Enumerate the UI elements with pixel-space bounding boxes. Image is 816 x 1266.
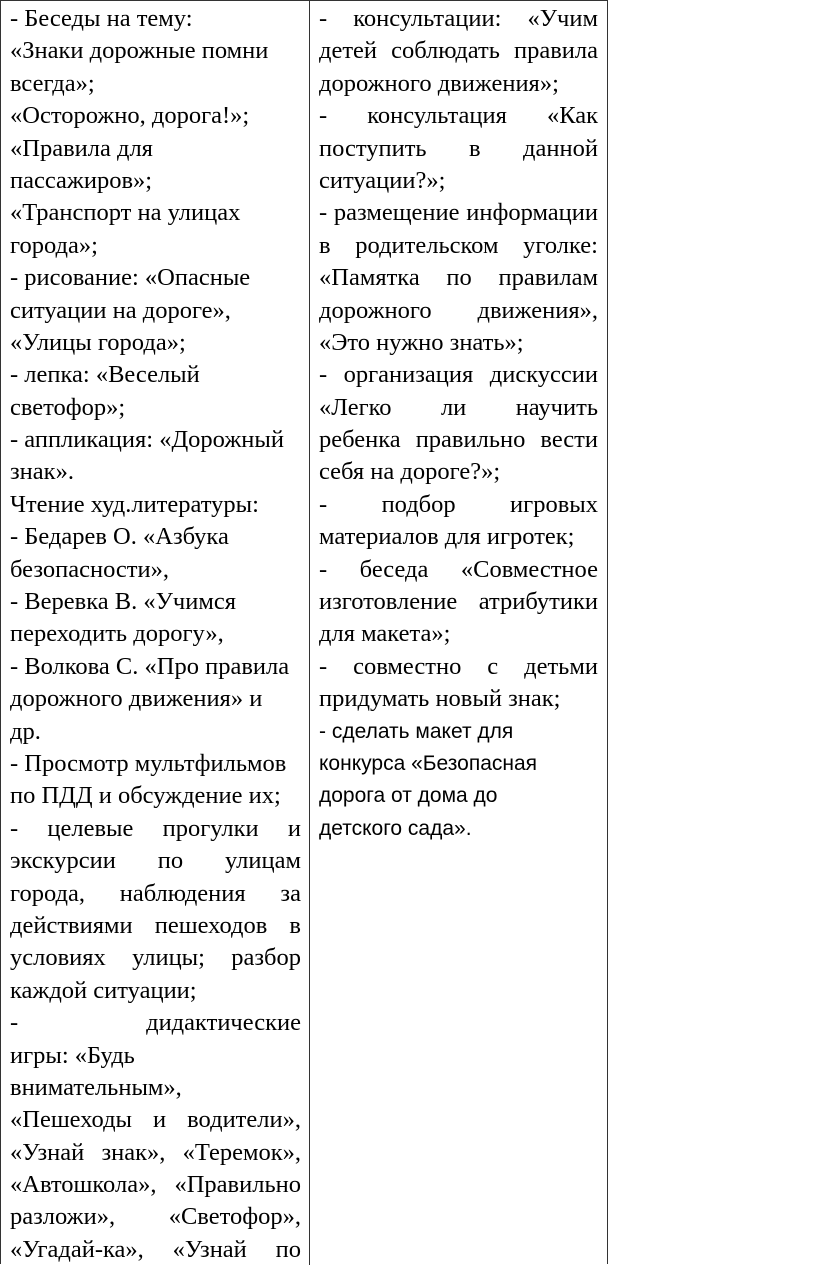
text-line: «Улицы города»; xyxy=(10,328,186,356)
text-line: детского сада». xyxy=(319,816,472,840)
text-line: «Знаки дорожные помни xyxy=(10,37,269,65)
word: и xyxy=(153,1106,167,1134)
word: «Узнай xyxy=(10,1138,85,1166)
text-line: для макета»; xyxy=(319,620,451,648)
word: уголке: xyxy=(523,231,598,259)
justified-text-line xyxy=(10,1007,301,1039)
word: целевые xyxy=(47,814,134,842)
word: - xyxy=(319,361,328,389)
word: - xyxy=(319,102,328,130)
justified-text-line xyxy=(319,230,598,262)
text-line: придумать новый знак; xyxy=(319,685,561,713)
word: родительском xyxy=(355,231,499,259)
word: ребенка xyxy=(319,426,401,454)
text-line: каждой ситуации; xyxy=(10,976,197,1004)
text-line: дорожного движения»; xyxy=(319,69,559,97)
word: в xyxy=(319,231,331,259)
text-line: переходить дорогу», xyxy=(10,620,224,648)
text-line: по ПДД и обсуждение их; xyxy=(10,782,281,810)
text-line: - Просмотр мультфильмов xyxy=(10,749,287,777)
word: в xyxy=(289,911,301,939)
word: «Теремок», xyxy=(182,1138,301,1166)
justified-text-line xyxy=(319,100,598,132)
text-line: «Транспорт на улицах xyxy=(10,199,241,227)
word: и xyxy=(287,814,301,842)
word: «Совместное xyxy=(460,555,598,583)
justified-text-line xyxy=(319,35,598,67)
justified-text-line xyxy=(319,489,598,521)
justified-text-line xyxy=(319,586,598,618)
text-line: ситуации на дороге», xyxy=(10,296,231,324)
justified-text-line xyxy=(319,262,598,294)
text-line: - рисование: «Опасные xyxy=(10,264,251,292)
column-divider xyxy=(309,1,310,1265)
text-line: безопасности», xyxy=(10,555,169,583)
word: беседа xyxy=(359,555,429,583)
text-line: - Бедарев О. «Азбука xyxy=(10,523,229,551)
word: - xyxy=(319,652,328,680)
word: соблюдать xyxy=(391,37,500,65)
word: по xyxy=(157,847,184,875)
justified-text-line xyxy=(319,392,598,424)
word: «Светофор», xyxy=(168,1203,301,1231)
text-line: - Волкова С. «Про правила xyxy=(10,652,290,680)
text-line: - сделать макет для xyxy=(319,719,514,743)
word: игровых xyxy=(510,490,598,518)
justified-text-line xyxy=(10,845,301,877)
word: «Пешеходы xyxy=(10,1106,133,1134)
word: дискуссии xyxy=(489,361,598,389)
word: по xyxy=(275,1235,301,1263)
word: правильно xyxy=(415,426,526,454)
justified-text-line xyxy=(10,813,301,845)
word: разбор xyxy=(231,944,301,972)
text-line: - Беседы на тему: xyxy=(10,5,193,32)
text-line: конкурса «Безопасная xyxy=(319,751,538,775)
word: в xyxy=(469,134,481,162)
word: «Учим xyxy=(527,5,598,32)
justified-text-line xyxy=(319,197,598,229)
word: экскурсии xyxy=(10,847,116,875)
word: города, xyxy=(10,879,85,907)
word: правилам xyxy=(498,264,598,292)
text-line: всегда»; xyxy=(10,69,95,97)
word: пешеходов xyxy=(154,911,268,939)
justified-text-line xyxy=(10,1137,301,1169)
word: - xyxy=(10,814,19,842)
word: размещение xyxy=(333,199,460,227)
text-line: внимательным», xyxy=(10,1073,182,1101)
justified-text-line xyxy=(10,878,301,910)
word: научить xyxy=(515,393,598,421)
text-line: города»; xyxy=(10,231,98,259)
text-line: - лепка: «Веселый xyxy=(10,361,200,389)
word: поступить xyxy=(319,134,427,162)
text-line: «Осторожно, дорога!»; xyxy=(10,102,250,130)
word: «Автошкола», xyxy=(10,1171,157,1199)
word: ли xyxy=(440,393,467,421)
word: действиями xyxy=(10,911,133,939)
text-line: дорога от дома до xyxy=(319,784,498,808)
word: подбор xyxy=(381,490,456,518)
justified-text-line xyxy=(10,1104,301,1136)
justified-text-line xyxy=(10,942,301,974)
word: информации xyxy=(466,199,598,227)
word: вести xyxy=(540,426,598,454)
word: знак», xyxy=(101,1138,166,1166)
text-line: ситуации?»; xyxy=(319,166,446,194)
word: водители», xyxy=(187,1106,301,1134)
word: дорожного xyxy=(319,296,432,324)
justified-text-line xyxy=(319,133,598,165)
text-line: Чтение худ.литературы: xyxy=(10,490,259,518)
word: детьми xyxy=(524,652,598,680)
justified-text-line xyxy=(319,554,598,586)
justified-text-line xyxy=(319,359,598,391)
justified-text-line xyxy=(10,910,301,942)
text-line: «Правила для xyxy=(10,134,153,162)
text-line: себя на дороге?»; xyxy=(319,458,501,486)
word: дидактические xyxy=(146,1009,301,1037)
text-line: - аппликация: «Дорожный xyxy=(10,426,284,454)
word: по xyxy=(446,264,472,292)
text-line: «Это нужно знать»; xyxy=(319,328,524,356)
justified-text-line xyxy=(319,424,598,456)
word: - xyxy=(319,5,328,32)
word: улицы; xyxy=(132,944,205,972)
justified-text-line xyxy=(10,1169,301,1201)
word: улицам xyxy=(224,847,301,875)
word: атрибутики xyxy=(478,588,598,616)
word: «Памятка xyxy=(319,264,420,292)
justified-text-line xyxy=(10,1234,301,1266)
word: с xyxy=(487,652,499,680)
word: прогулки xyxy=(162,814,259,842)
word: - xyxy=(319,490,328,518)
word: изготовление xyxy=(319,588,458,616)
word: движения», xyxy=(477,296,598,324)
text-line: дорожного движения» и xyxy=(10,685,263,713)
word: - xyxy=(319,199,328,227)
word: «Как xyxy=(546,102,598,130)
justified-text-line xyxy=(319,651,598,683)
text-line: пассажиров»; xyxy=(10,166,153,194)
text-line: игры: «Будь xyxy=(10,1041,135,1069)
text-line: светофор»; xyxy=(10,393,126,421)
word: разложи», xyxy=(10,1203,116,1231)
left-cell-children-activities xyxy=(10,3,301,1266)
word: за xyxy=(280,879,301,907)
justified-text-line xyxy=(10,1201,301,1233)
justified-text-line xyxy=(319,295,598,327)
text-line: материалов для игротек; xyxy=(319,523,575,551)
right-cell-parent-activities xyxy=(319,3,598,845)
word: организация xyxy=(343,361,474,389)
word: данной xyxy=(523,134,598,162)
word: совместно xyxy=(353,652,462,680)
word: наблюдения xyxy=(119,879,246,907)
text-line: - Веревка В. «Учимся xyxy=(10,588,236,616)
text-line: др. xyxy=(10,717,41,745)
word: «Угадай-ка», xyxy=(10,1235,144,1263)
word: консультация xyxy=(367,102,507,130)
word: - xyxy=(319,555,328,583)
word: «Узнай xyxy=(172,1235,247,1263)
word: консультации: xyxy=(353,5,502,32)
word: - xyxy=(10,1009,19,1037)
text-line: знак». xyxy=(10,458,74,486)
justified-text-line xyxy=(319,3,598,35)
word: условиях xyxy=(10,944,106,972)
word: «Правильно xyxy=(174,1171,301,1199)
word: «Легко xyxy=(319,393,392,421)
word: правила xyxy=(513,37,598,65)
word: детей xyxy=(319,37,378,65)
